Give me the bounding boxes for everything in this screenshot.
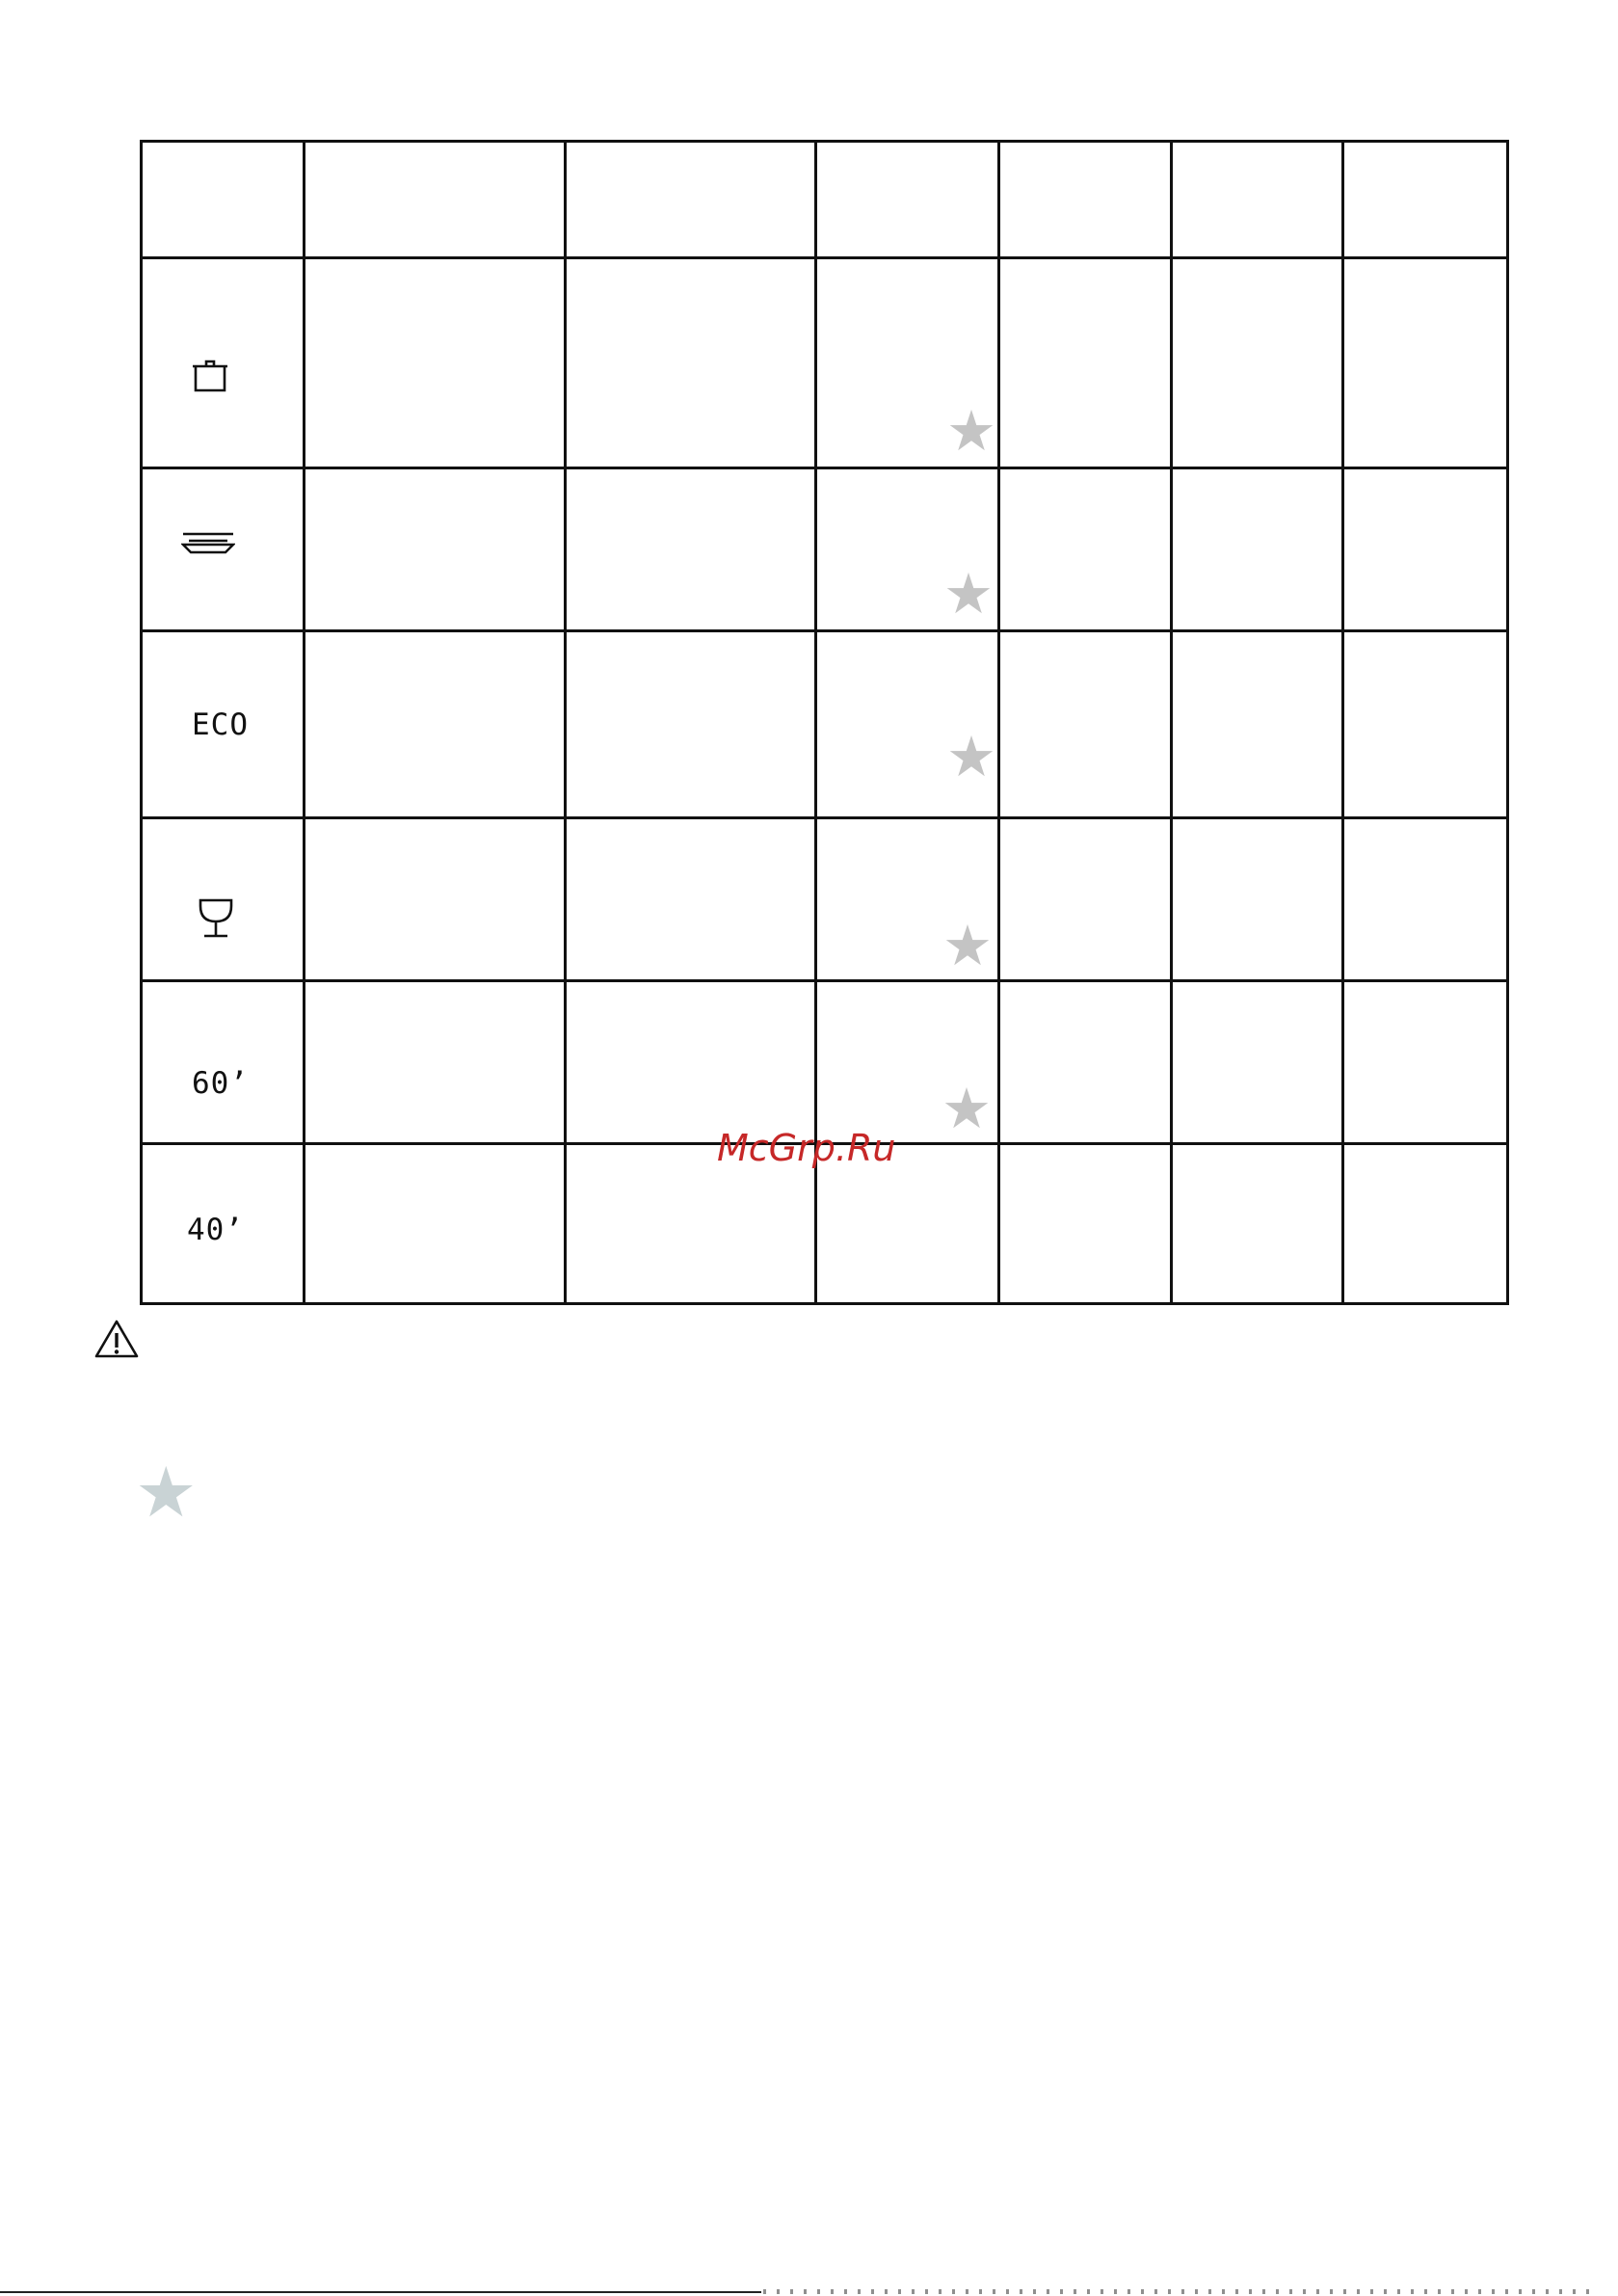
watermark: McGrp.Ru: [717, 1127, 896, 1169]
column-divider: [564, 143, 567, 1302]
footer-ticks: [763, 2289, 1592, 2294]
footnote-star-icon: ★: [135, 1452, 198, 1533]
row-divider: [143, 467, 1506, 469]
column-divider: [997, 143, 1000, 1302]
pot-icon: [191, 359, 229, 393]
row-divider: [143, 629, 1506, 632]
quick-60-label: 60’: [192, 1066, 249, 1101]
row-divider: [143, 816, 1506, 819]
footer-rule: [0, 2291, 761, 2293]
row-divider: [143, 979, 1506, 982]
column-divider: [303, 143, 305, 1302]
star-marker: ★: [942, 1076, 992, 1141]
star-marker: ★: [946, 724, 996, 789]
column-divider: [1170, 143, 1173, 1302]
eco-label: ECO: [192, 707, 249, 742]
wine-glass-icon: [197, 898, 235, 939]
quick-40-label: 40’: [187, 1213, 244, 1247]
star-marker: ★: [943, 561, 994, 627]
plates-icon: [181, 531, 235, 558]
column-divider: [1341, 143, 1344, 1302]
warning-triangle-icon: [93, 1319, 140, 1359]
star-marker: ★: [946, 398, 996, 464]
row-divider: [143, 256, 1506, 259]
star-marker: ★: [942, 913, 993, 978]
